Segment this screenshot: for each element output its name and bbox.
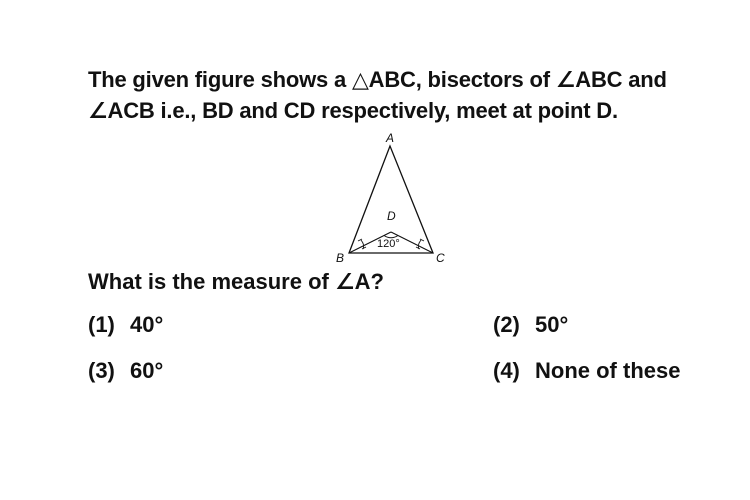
angle-label-bdc: 120° [377,238,400,250]
option-4-number: (4) [493,358,520,383]
label-c: C [436,251,445,265]
option-2[interactable] [493,311,568,339]
option-4-text: None of these [535,358,681,383]
option-1-text: 40° [130,312,164,337]
question-text [88,64,688,126]
question-line-2: ∠ACB i.e., BD and CD respectively, meet at point D. [88,98,618,123]
option-2-text: 50° [535,312,569,337]
angle-mark-c [418,240,421,249]
option-3[interactable] [88,357,163,385]
option-2-number: (2) [493,312,520,337]
triangle-diagram [325,128,465,268]
option-1-number: (1) [88,312,115,337]
triangle-abc [349,146,433,253]
option-1[interactable] [88,311,163,339]
label-a: A [386,131,395,145]
label-b: B [336,251,345,265]
sub-question: What is the measure of ∠A? [88,269,384,294]
question-line-1: The given figure shows a △ABC, bisectors of ∠ABC and [88,67,667,92]
option-3-text: 60° [130,358,164,383]
triangle-figure [325,128,465,268]
option-4[interactable] [493,357,680,385]
option-3-number: (3) [88,358,115,383]
label-d: D [387,209,396,223]
angle-mark-b [361,240,364,249]
